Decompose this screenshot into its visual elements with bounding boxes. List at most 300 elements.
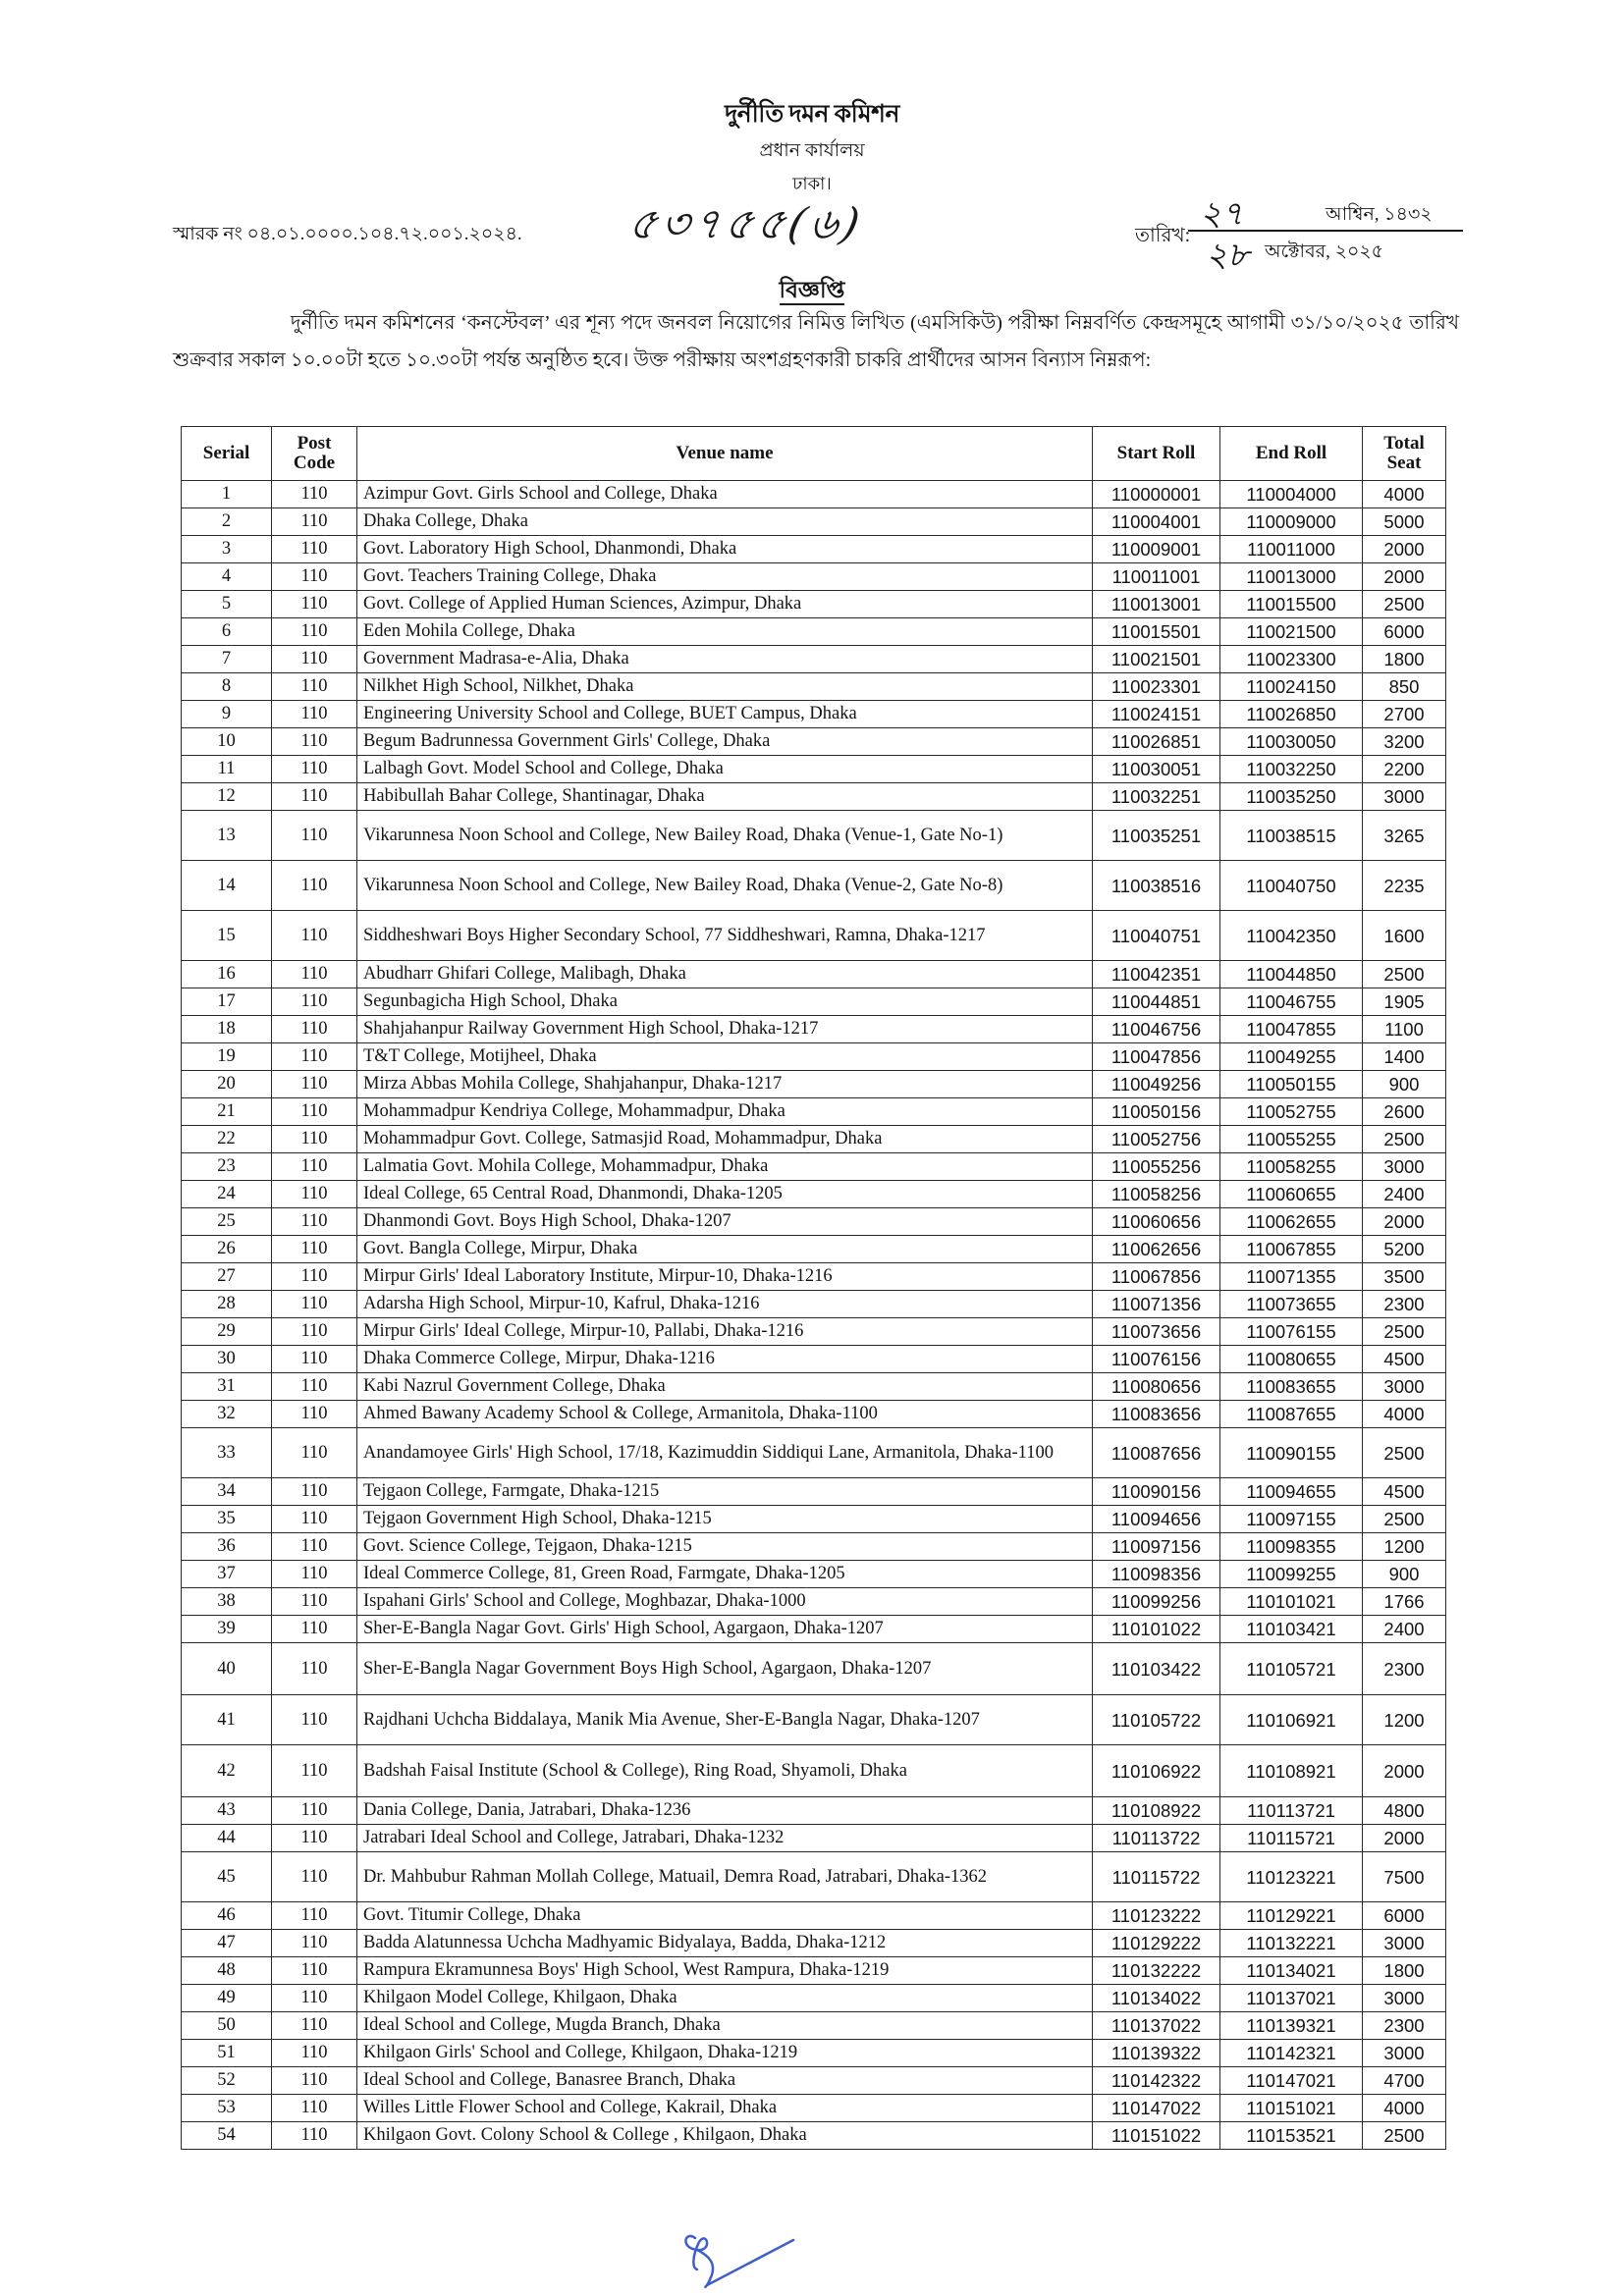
table-row	[182, 1985, 1446, 2012]
table-row	[182, 481, 1446, 508]
venue-name-cell: Mirpur Girls' Ideal Laboratory Institute, Mirpur-10, Dhaka-1216	[357, 1263, 1093, 1291]
venue-name-cell: Willes Little Flower School and College, Kakrail, Dhaka	[357, 2095, 1093, 2122]
end-roll-cell: 110058255	[1220, 1153, 1363, 1181]
serial-cell: 50	[182, 2012, 272, 2040]
table-row	[182, 673, 1446, 701]
table-row	[182, 2067, 1446, 2095]
total-seat-cell: 1600	[1363, 911, 1446, 961]
table-row	[182, 811, 1446, 861]
table-row	[182, 1236, 1446, 1263]
total-seat-cell: 1100	[1363, 1016, 1446, 1043]
end-roll-cell: 110134021	[1220, 1957, 1363, 1985]
table-row	[182, 1291, 1446, 1318]
total-seat-cell: 6000	[1363, 618, 1446, 646]
office-name: প্রধান কার্যালয়	[759, 140, 865, 161]
table-row	[182, 1930, 1446, 1957]
start-roll-cell: 110032251	[1093, 783, 1220, 811]
post-code-cell: 110	[272, 1236, 357, 1263]
start-roll-cell: 110042351	[1093, 961, 1220, 988]
total-seat-cell: 3000	[1363, 783, 1446, 811]
post-code-cell: 110	[272, 1478, 357, 1506]
post-code-cell: 110	[272, 1346, 357, 1373]
end-roll-cell: 110106921	[1220, 1695, 1363, 1745]
end-roll-cell: 110099255	[1220, 1561, 1363, 1588]
start-roll-cell: 110108922	[1093, 1797, 1220, 1825]
start-roll-cell: 110013001	[1093, 591, 1220, 618]
total-seat-cell: 2300	[1363, 2012, 1446, 2040]
post-code-cell: 110	[272, 1071, 357, 1098]
post-code-cell: 110	[272, 1533, 357, 1561]
total-seat-cell: 2500	[1363, 1428, 1446, 1478]
serial-cell: 7	[182, 646, 272, 673]
table-row	[182, 1016, 1446, 1043]
total-seat-cell: 3000	[1363, 1985, 1446, 2012]
serial-cell: 26	[182, 1236, 272, 1263]
venue-name-cell: Sher-E-Bangla Nagar Government Boys High School, Agargaon, Dhaka-1207	[357, 1643, 1093, 1695]
start-roll-cell: 110067856	[1093, 1263, 1220, 1291]
table-row	[182, 2122, 1446, 2150]
serial-cell: 10	[182, 728, 272, 756]
end-roll-cell: 110050155	[1220, 1071, 1363, 1098]
post-code-cell: 110	[272, 481, 357, 508]
end-roll-cell: 110038515	[1220, 811, 1363, 861]
table-row	[182, 988, 1446, 1016]
venue-name-cell: Anandamoyee Girls' High School, 17/18, Kazimuddin Siddiqui Lane, Armanitola, Dhaka-1100	[357, 1428, 1093, 1478]
serial-cell: 32	[182, 1401, 272, 1428]
start-roll-cell: 110058256	[1093, 1181, 1220, 1208]
serial-cell: 5	[182, 591, 272, 618]
total-seat-cell: 2500	[1363, 2122, 1446, 2150]
table-row	[182, 563, 1446, 591]
venue-name-cell: Govt. Teachers Training College, Dhaka	[357, 563, 1093, 591]
post-code-cell: 110	[272, 701, 357, 728]
start-roll-cell: 110023301	[1093, 673, 1220, 701]
col-venue-name: Venue name	[357, 427, 1093, 481]
venue-name-cell: Badda Alatunnessa Uchcha Madhyamic Bidyalaya, Badda, Dhaka-1212	[357, 1930, 1093, 1957]
end-roll-cell: 110094655	[1220, 1478, 1363, 1506]
total-seat-cell: 4700	[1363, 2067, 1446, 2095]
venue-name-cell: Siddheshwari Boys Higher Secondary School, 77 Siddheshwari, Ramna, Dhaka-1217	[357, 911, 1093, 961]
end-roll-cell: 110046755	[1220, 988, 1363, 1016]
end-roll-cell: 110035250	[1220, 783, 1363, 811]
end-roll-cell: 110023300	[1220, 646, 1363, 673]
start-roll-cell: 110139322	[1093, 2040, 1220, 2067]
venue-name-cell: Govt. College of Applied Human Sciences, Azimpur, Dhaka	[357, 591, 1093, 618]
total-seat-cell: 4000	[1363, 2095, 1446, 2122]
serial-cell: 12	[182, 783, 272, 811]
col-serial: Serial	[182, 427, 272, 481]
total-seat-cell: 3000	[1363, 1373, 1446, 1401]
table-row	[182, 591, 1446, 618]
venue-name-cell: Lalmatia Govt. Mohila College, Mohammadpur, Dhaka	[357, 1153, 1093, 1181]
table-row	[182, 1852, 1446, 1902]
total-seat-cell: 900	[1363, 1561, 1446, 1588]
venue-name-cell: Mirza Abbas Mohila College, Shahjahanpur, Dhaka-1217	[357, 1071, 1093, 1098]
table-row	[182, 536, 1446, 563]
venue-name-cell: Shahjahanpur Railway Government High School, Dhaka-1217	[357, 1016, 1093, 1043]
total-seat-cell: 2500	[1363, 1318, 1446, 1346]
serial-cell: 48	[182, 1957, 272, 1985]
table-row	[182, 1902, 1446, 1930]
table-row	[182, 1643, 1446, 1695]
serial-cell: 1	[182, 481, 272, 508]
start-roll-cell: 110083656	[1093, 1401, 1220, 1428]
start-roll-cell: 110147022	[1093, 2095, 1220, 2122]
end-roll-cell: 110071355	[1220, 1263, 1363, 1291]
table-row	[182, 961, 1446, 988]
serial-cell: 21	[182, 1098, 272, 1126]
venue-name-cell: Lalbagh Govt. Model School and College, Dhaka	[357, 756, 1093, 783]
start-roll-cell: 110011001	[1093, 563, 1220, 591]
start-roll-cell: 110099256	[1093, 1588, 1220, 1616]
end-roll-cell: 110147021	[1220, 2067, 1363, 2095]
table-row	[182, 1825, 1446, 1852]
table-row	[182, 1797, 1446, 1825]
post-code-cell: 110	[272, 811, 357, 861]
bangla-month-year: আশ্বিন, ১৪৩২	[1326, 204, 1433, 225]
serial-cell: 8	[182, 673, 272, 701]
start-roll-cell: 110009001	[1093, 536, 1220, 563]
serial-cell: 44	[182, 1825, 272, 1852]
serial-cell: 15	[182, 911, 272, 961]
total-seat-cell: 2500	[1363, 591, 1446, 618]
end-roll-cell: 110013000	[1220, 563, 1363, 591]
venue-name-cell: Ideal School and College, Banasree Branch, Dhaka	[357, 2067, 1093, 2095]
venue-name-cell: Dhanmondi Govt. Boys High School, Dhaka-1207	[357, 1208, 1093, 1236]
start-roll-cell: 110044851	[1093, 988, 1220, 1016]
bangla-day-handwritten: ২৭	[1200, 194, 1244, 234]
start-roll-cell: 110071356	[1093, 1291, 1220, 1318]
serial-cell: 11	[182, 756, 272, 783]
venue-name-cell: Khilgaon Govt. Colony School & College , Khilgaon, Dhaka	[357, 2122, 1093, 2150]
table-row	[182, 1745, 1446, 1797]
english-date	[1188, 232, 1463, 275]
end-roll-cell: 110060655	[1220, 1181, 1363, 1208]
col-total-seat: Total Seat	[1363, 427, 1446, 481]
start-roll-cell: 110151022	[1093, 2122, 1220, 2150]
post-code-cell: 110	[272, 2095, 357, 2122]
end-roll-cell: 110087655	[1220, 1401, 1363, 1428]
venue-name-cell: Govt. Laboratory High School, Dhanmondi, Dhaka	[357, 536, 1093, 563]
serial-cell: 13	[182, 811, 272, 861]
notice-body: দুর্নীতি দমন কমিশনের ‘কনস্টেবল’ এর শূন্য পদে জনবল নিয়োগের নিমিত্ত লিখিত (এমসিকিউ) পরীক্ষা নিম্নবর্ণিত কেন্দ্রসমূহে আগামী ৩১/১০/২০২৫ তারিখ শুক্রবার সকাল ১০.০০টা হতে ১০.৩০টা পর্যন্ত অনুষ্ঠিত হবে। উক্ত পরীক্ষায় অংশগ্রহণকারী চাকরি প্রার্থীদের আসন বিন্যাস নিম্নরূপ:	[173, 312, 1459, 371]
start-roll-cell: 110080656	[1093, 1373, 1220, 1401]
end-roll-cell: 110073655	[1220, 1291, 1363, 1318]
venue-name-cell: Rajdhani Uchcha Biddalaya, Manik Mia Avenue, Sher-E-Bangla Nagar, Dhaka-1207	[357, 1695, 1093, 1745]
end-roll-cell: 110042350	[1220, 911, 1363, 961]
total-seat-cell: 5000	[1363, 508, 1446, 536]
serial-cell: 28	[182, 1291, 272, 1318]
post-code-cell: 110	[272, 1825, 357, 1852]
venue-name-cell: Nilkhet High School, Nilkhet, Dhaka	[357, 673, 1093, 701]
post-code-cell: 110	[272, 1902, 357, 1930]
end-roll-cell: 110151021	[1220, 2095, 1363, 2122]
venue-name-cell: Govt. Bangla College, Mirpur, Dhaka	[357, 1236, 1093, 1263]
serial-cell: 3	[182, 536, 272, 563]
table-row	[182, 1428, 1446, 1478]
post-code-cell: 110	[272, 1930, 357, 1957]
total-seat-cell: 3000	[1363, 1153, 1446, 1181]
post-code-cell: 110	[272, 911, 357, 961]
table-row	[182, 1401, 1446, 1428]
post-code-cell: 110	[272, 1957, 357, 1985]
post-code-cell: 110	[272, 1985, 357, 2012]
post-code-cell: 110	[272, 1126, 357, 1153]
post-code-cell: 110	[272, 1506, 357, 1533]
total-seat-cell: 2700	[1363, 701, 1446, 728]
end-roll-cell: 110015500	[1220, 591, 1363, 618]
end-roll-cell: 110132221	[1220, 1930, 1363, 1957]
start-roll-cell: 110129222	[1093, 1930, 1220, 1957]
post-code-cell: 110	[272, 961, 357, 988]
post-code-cell: 110	[272, 1616, 357, 1643]
total-seat-cell: 850	[1363, 673, 1446, 701]
end-roll-cell: 110011000	[1220, 536, 1363, 563]
start-roll-cell: 110106922	[1093, 1745, 1220, 1797]
end-roll-cell: 110137021	[1220, 1985, 1363, 2012]
table-row	[182, 1126, 1446, 1153]
post-code-cell: 110	[272, 1561, 357, 1588]
venue-name-cell: T&T College, Motijheel, Dhaka	[357, 1043, 1093, 1071]
start-roll-cell: 110137022	[1093, 2012, 1220, 2040]
end-roll-cell: 110040750	[1220, 861, 1363, 911]
start-roll-cell: 110030051	[1093, 756, 1220, 783]
total-seat-cell: 2300	[1363, 1643, 1446, 1695]
total-seat-cell: 1766	[1363, 1588, 1446, 1616]
start-roll-cell: 110038516	[1093, 861, 1220, 911]
venue-name-cell: Vikarunnesa Noon School and College, New Bailey Road, Dhaka (Venue-1, Gate No-1)	[357, 811, 1093, 861]
date-block	[1188, 194, 1463, 275]
venue-name-cell: Sher-E-Bangla Nagar Govt. Girls' High School, Agargaon, Dhaka-1207	[357, 1616, 1093, 1643]
end-roll-cell: 110049255	[1220, 1043, 1363, 1071]
serial-cell: 35	[182, 1506, 272, 1533]
start-roll-cell: 110076156	[1093, 1346, 1220, 1373]
serial-cell: 53	[182, 2095, 272, 2122]
total-seat-cell: 2000	[1363, 1208, 1446, 1236]
total-seat-cell: 4500	[1363, 1346, 1446, 1373]
serial-cell: 25	[182, 1208, 272, 1236]
post-code-cell: 110	[272, 1181, 357, 1208]
serial-cell: 37	[182, 1561, 272, 1588]
total-seat-cell: 2500	[1363, 961, 1446, 988]
end-roll-cell: 110105721	[1220, 1643, 1363, 1695]
serial-cell: 47	[182, 1930, 272, 1957]
venue-name-cell: Azimpur Govt. Girls School and College, Dhaka	[357, 481, 1093, 508]
venue-name-cell: Mohammadpur Govt. College, Satmasjid Road, Mohammadpur, Dhaka	[357, 1126, 1093, 1153]
total-seat-cell: 2000	[1363, 1825, 1446, 1852]
venue-name-cell: Begum Badrunnessa Government Girls' College, Dhaka	[357, 728, 1093, 756]
start-roll-cell: 110050156	[1093, 1098, 1220, 1126]
table-row	[182, 1695, 1446, 1745]
table-row	[182, 1318, 1446, 1346]
total-seat-cell: 7500	[1363, 1852, 1446, 1902]
serial-cell: 29	[182, 1318, 272, 1346]
serial-cell: 27	[182, 1263, 272, 1291]
serial-cell: 40	[182, 1643, 272, 1695]
post-code-cell: 110	[272, 756, 357, 783]
end-roll-cell: 110090155	[1220, 1428, 1363, 1478]
total-seat-cell: 3000	[1363, 2040, 1446, 2067]
start-roll-cell: 110098356	[1093, 1561, 1220, 1588]
total-seat-cell: 2300	[1363, 1291, 1446, 1318]
venue-name-cell: Eden Mohila College, Dhaka	[357, 618, 1093, 646]
venue-name-cell: Ideal School and College, Mugda Branch, Dhaka	[357, 2012, 1093, 2040]
total-seat-cell: 1200	[1363, 1695, 1446, 1745]
start-roll-cell: 110000001	[1093, 481, 1220, 508]
total-seat-cell: 2235	[1363, 861, 1446, 911]
venue-name-cell: Dhaka College, Dhaka	[357, 508, 1093, 536]
post-code-cell: 110	[272, 1643, 357, 1695]
total-seat-cell: 1905	[1363, 988, 1446, 1016]
table-row	[182, 2040, 1446, 2067]
start-roll-cell: 110035251	[1093, 811, 1220, 861]
col-end-roll: End Roll	[1220, 427, 1363, 481]
venue-name-cell: Dania College, Dania, Jatrabari, Dhaka-1236	[357, 1797, 1093, 1825]
start-roll-cell: 110115722	[1093, 1852, 1220, 1902]
end-roll-cell: 110062655	[1220, 1208, 1363, 1236]
table-row	[182, 701, 1446, 728]
start-roll-cell: 110004001	[1093, 508, 1220, 536]
end-roll-cell: 110030050	[1220, 728, 1363, 756]
table-row	[182, 911, 1446, 961]
col-post-code: Post Code	[272, 427, 357, 481]
venue-name-cell: Ideal Commerce College, 81, Green Road, Farmgate, Dhaka-1205	[357, 1561, 1093, 1588]
start-roll-cell: 110073656	[1093, 1318, 1220, 1346]
start-roll-cell: 110113722	[1093, 1825, 1220, 1852]
end-roll-cell: 110009000	[1220, 508, 1363, 536]
post-code-cell: 110	[272, 591, 357, 618]
end-roll-cell: 110108921	[1220, 1745, 1363, 1797]
venue-name-cell: Ispahani Girls' School and College, Moghbazar, Dhaka-1000	[357, 1588, 1093, 1616]
total-seat-cell: 1800	[1363, 646, 1446, 673]
post-code-cell: 110	[272, 1098, 357, 1126]
total-seat-cell: 2000	[1363, 563, 1446, 591]
start-roll-cell: 110105722	[1093, 1695, 1220, 1745]
table-row	[182, 783, 1446, 811]
venue-name-cell: Jatrabari Ideal School and College, Jatrabari, Dhaka-1232	[357, 1825, 1093, 1852]
start-roll-cell: 110026851	[1093, 728, 1220, 756]
total-seat-cell: 900	[1363, 1071, 1446, 1098]
end-roll-cell: 110123221	[1220, 1852, 1363, 1902]
total-seat-cell: 2500	[1363, 1126, 1446, 1153]
end-roll-cell: 110083655	[1220, 1373, 1363, 1401]
serial-cell: 42	[182, 1745, 272, 1797]
table-row	[182, 1588, 1446, 1616]
serial-cell: 20	[182, 1071, 272, 1098]
total-seat-cell: 2200	[1363, 756, 1446, 783]
post-code-cell: 110	[272, 1745, 357, 1797]
venue-table	[181, 426, 1446, 2150]
post-code-cell: 110	[272, 1428, 357, 1478]
table-row	[182, 1533, 1446, 1561]
serial-cell: 49	[182, 1985, 272, 2012]
table-row	[182, 1263, 1446, 1291]
start-roll-cell: 110047856	[1093, 1043, 1220, 1071]
venue-name-cell: Segunbagicha High School, Dhaka	[357, 988, 1093, 1016]
venue-name-cell: Rampura Ekramunnesa Boys' High School, West Rampura, Dhaka-1219	[357, 1957, 1093, 1985]
venue-name-cell: Khilgaon Model College, Khilgaon, Dhaka	[357, 1985, 1093, 2012]
post-code-cell: 110	[272, 861, 357, 911]
start-roll-cell: 110052756	[1093, 1126, 1220, 1153]
total-seat-cell: 2400	[1363, 1181, 1446, 1208]
table-row	[182, 618, 1446, 646]
end-roll-cell: 110098355	[1220, 1533, 1363, 1561]
table-row	[182, 756, 1446, 783]
end-roll-cell: 110103421	[1220, 1616, 1363, 1643]
table-row	[182, 728, 1446, 756]
venue-name-cell: Badshah Faisal Institute (School & College), Ring Road, Shyamoli, Dhaka	[357, 1745, 1093, 1797]
start-roll-cell: 110049256	[1093, 1071, 1220, 1098]
end-roll-cell: 110032250	[1220, 756, 1363, 783]
total-seat-cell: 4800	[1363, 1797, 1446, 1825]
serial-cell: 4	[182, 563, 272, 591]
total-seat-cell: 5200	[1363, 1236, 1446, 1263]
venue-name-cell: Ideal College, 65 Central Road, Dhanmondi, Dhaka-1205	[357, 1181, 1093, 1208]
bangla-date	[1188, 194, 1463, 232]
date-label: তারিখ:	[1135, 225, 1191, 246]
serial-cell: 39	[182, 1616, 272, 1643]
post-code-cell: 110	[272, 2122, 357, 2150]
end-roll-cell: 110021500	[1220, 618, 1363, 646]
post-code-cell: 110	[272, 1318, 357, 1346]
post-code-cell: 110	[272, 536, 357, 563]
serial-cell: 24	[182, 1181, 272, 1208]
table-row	[182, 1153, 1446, 1181]
total-seat-cell: 4000	[1363, 481, 1446, 508]
post-code-cell: 110	[272, 1797, 357, 1825]
notice-title: বিজ্ঞপ্তি	[0, 272, 1624, 310]
post-code-cell: 110	[272, 2067, 357, 2095]
venue-name-cell: Khilgaon Girls' School and College, Khilgaon, Dhaka-1219	[357, 2040, 1093, 2067]
end-roll-cell: 110142321	[1220, 2040, 1363, 2067]
start-roll-cell: 110134022	[1093, 1985, 1220, 2012]
total-seat-cell: 3000	[1363, 1930, 1446, 1957]
start-roll-cell: 110101022	[1093, 1616, 1220, 1643]
serial-cell: 18	[182, 1016, 272, 1043]
table-row	[182, 508, 1446, 536]
post-code-cell: 110	[272, 2012, 357, 2040]
total-seat-cell: 1400	[1363, 1043, 1446, 1071]
total-seat-cell: 6000	[1363, 1902, 1446, 1930]
total-seat-cell: 2400	[1363, 1616, 1446, 1643]
venue-name-cell: Adarsha High School, Mirpur-10, Kafrul, Dhaka-1216	[357, 1291, 1093, 1318]
table-row	[182, 1957, 1446, 1985]
end-roll-cell: 110026850	[1220, 701, 1363, 728]
end-roll-cell: 110113721	[1220, 1797, 1363, 1825]
table-row	[182, 1561, 1446, 1588]
end-roll-cell: 110153521	[1220, 2122, 1363, 2150]
end-roll-cell: 110080655	[1220, 1346, 1363, 1373]
venue-name-cell: Vikarunnesa Noon School and College, New Bailey Road, Dhaka (Venue-2, Gate No-8)	[357, 861, 1093, 911]
post-code-cell: 110	[272, 646, 357, 673]
end-roll-cell: 110139321	[1220, 2012, 1363, 2040]
end-roll-cell: 110024150	[1220, 673, 1363, 701]
post-code-cell: 110	[272, 1401, 357, 1428]
end-roll-cell: 110055255	[1220, 1126, 1363, 1153]
post-code-cell: 110	[272, 1695, 357, 1745]
start-roll-cell: 110123222	[1093, 1902, 1220, 1930]
total-seat-cell: 2500	[1363, 1506, 1446, 1533]
table-row	[182, 1098, 1446, 1126]
venue-name-cell: Kabi Nazrul Government College, Dhaka	[357, 1373, 1093, 1401]
start-roll-cell: 110087656	[1093, 1428, 1220, 1478]
post-code-cell: 110	[272, 1373, 357, 1401]
serial-cell: 45	[182, 1852, 272, 1902]
total-seat-cell: 2000	[1363, 1745, 1446, 1797]
post-code-cell: 110	[272, 1588, 357, 1616]
col-start-roll: Start Roll	[1093, 427, 1220, 481]
end-roll-cell: 110129221	[1220, 1902, 1363, 1930]
